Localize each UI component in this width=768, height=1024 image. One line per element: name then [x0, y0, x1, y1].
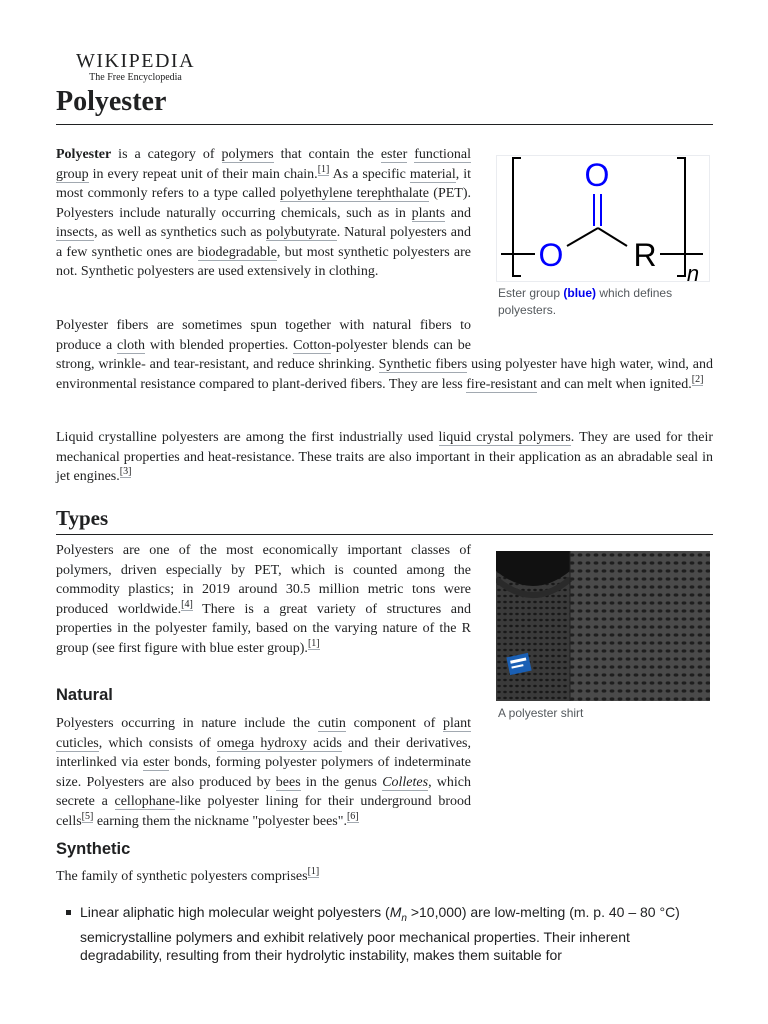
wiki-link[interactable]: cellophane: [114, 794, 176, 809]
wiki-link[interactable]: Colletes: [382, 774, 429, 790]
atom-r: R: [633, 237, 657, 273]
wiki-link[interactable]: cutin: [317, 716, 346, 731]
citation[interactable]: [181, 599, 193, 611]
wiki-link[interactable]: Synthetic fibers: [378, 357, 468, 372]
bond-c-r: [598, 228, 627, 246]
section-heading-synthetic: Synthetic: [56, 840, 131, 858]
wiki-link[interactable]: liquid crystal polymers: [438, 430, 571, 445]
intro-paragraph-2: Polyester fibers are sometimes spun together with natural fibers to produce a cloth with blended properties. Cotton-polyester blends can be strong, wrinkle- and tear-resistant, and reduce shrinking. Synthetic fibers using polyester have high water, wind, and environmental resistance compared to plant-derived fibers. They are less fire-resistant and can melt when ignited.[2]: [56, 318, 713, 392]
wiki-link[interactable]: material: [409, 166, 456, 182]
right-bracket: [677, 158, 685, 276]
citation-link[interactable]: [3]: [119, 466, 132, 478]
citation-link[interactable]: [6]: [346, 810, 359, 822]
citation[interactable]: [308, 866, 320, 878]
caption-highlight: (blue): [563, 286, 597, 300]
atom-o-left: O: [538, 237, 564, 273]
subscript: n: [401, 912, 407, 924]
subscript-n: n: [686, 261, 700, 281]
citation-link[interactable]: [5]: [81, 810, 94, 822]
atom-o-top: O: [584, 157, 610, 193]
intro-paragraph-3: Liquid crystalline polyesters are among the first industrially used liquid crystal polymers. They are used for their mechanical properties and heat-resistance. These traits are also important in their application as an abradable seal in jet engines.[3]: [56, 430, 713, 484]
citation-link[interactable]: [1]: [307, 637, 320, 649]
wiki-link[interactable]: ester: [380, 147, 408, 162]
types-paragraph: Polyesters are one of the most economically important classes of polymers, driven especially by PET, which is counted among the commodity plastics; in 2019 around 30.5 million metric tons were produced worldwide.[4] There is a great variety of structures and properties in the polyester family, based on the varying nature of the R group (see first figure with blue ester group).[1]: [56, 543, 471, 656]
citation[interactable]: [82, 811, 94, 823]
citation[interactable]: [120, 466, 132, 478]
wiki-link[interactable]: cloth: [117, 337, 146, 353]
citation-link[interactable]: [2]: [691, 373, 704, 385]
wiki-link[interactable]: fire-resistant: [466, 376, 538, 392]
wiki-link[interactable]: Cotton: [293, 337, 332, 353]
citation[interactable]: [308, 638, 320, 650]
title-divider: [56, 124, 713, 125]
polyester-shirt-image[interactable]: [496, 551, 710, 701]
caption-text: which defines polyesters.: [498, 286, 673, 317]
wiki-link[interactable]: omega hydroxy acids: [216, 735, 342, 751]
section-heading-natural: Natural: [56, 686, 113, 704]
list-item: Linear aliphatic high molecular weight polyesters $(M_n >10,000)$ are low-melting (m. p. 40 – 80 °C) semicrystalline polymers and exhibit relatively poor mechanical properties. Their inherent degradability, resulting from their hydrolytic instability, makes them suitable for: [80, 903, 702, 964]
intro-paragraph-1: Polyester is a category of polymers that contain the ester functional group in every repeat unit of their main chain.[1] As a specific material, it most commonly refers to a type called polyethylene terephthalate (PET). Polyesters include naturally occurring chemicals, such as in plants and insects, as well as synthetics such as polybutyrate. Natural polyesters and a few synthetic ones are biodegradable, but most synthetic polyesters are not. Synthetic polyesters are used extensively in clothing.: [56, 147, 472, 279]
left-bracket: [513, 158, 521, 276]
shirt-photo: [496, 551, 710, 701]
italic-text: M: [389, 904, 402, 920]
ester-group-figure[interactable]: [496, 155, 710, 282]
synthetic-intro: The family of synthetic polyesters comprises[1]: [56, 866, 320, 884]
wikipedia-logo[interactable]: [76, 50, 195, 84]
wiki-link[interactable]: ester: [142, 755, 170, 770]
wiki-link[interactable]: insects: [56, 225, 95, 240]
synthetic-list: [62, 903, 702, 964]
shirt-figure-caption: A polyester shirt: [498, 706, 584, 720]
natural-paragraph: Polyesters occurring in nature include the cutin component of plant cuticles, which consists of omega hydroxy acids and their derivatives, interlinked via ester bonds, forming polyester polymers of indeterminate size. Polyesters are also produced by bees in the genus Colletes, which secrete a cellophane-like polyester lining for their underground brood cells[5] earning them the nickname "polyester bees".[6]: [56, 716, 472, 829]
citation[interactable]: [347, 811, 359, 823]
wiki-link[interactable]: polyethylene terephthalate: [279, 186, 429, 201]
caption-text: Ester group: [498, 286, 564, 300]
wiki-link[interactable]: bees: [275, 774, 301, 790]
citation-link[interactable]: [4]: [181, 598, 193, 610]
logo-tagline: The Free Encyclopedia: [89, 72, 182, 83]
citation[interactable]: [692, 374, 704, 386]
bold-term: Polyester: [56, 147, 112, 162]
wiki-link[interactable]: polybutyrate: [265, 225, 337, 240]
wiki-link[interactable]: plants: [411, 205, 446, 221]
types-divider: [56, 534, 713, 535]
citation[interactable]: [318, 164, 330, 176]
bond-o-c: [567, 228, 598, 246]
ester-structure-diagram: [497, 156, 709, 281]
citation-link[interactable]: [1]: [317, 163, 330, 175]
section-heading-types: Types: [56, 506, 109, 530]
page-title: Polyester: [56, 86, 167, 117]
ester-figure-caption: [498, 285, 710, 319]
wiki-link[interactable]: polymers: [221, 147, 274, 162]
wiki-link[interactable]: biodegradable: [197, 244, 277, 260]
citation-link[interactable]: [1]: [307, 866, 320, 878]
wiki-link[interactable]: functional group: [56, 147, 472, 182]
logo-wordmark: WIKIPEDIA: [76, 50, 196, 72]
wiki-link[interactable]: plant cuticles: [56, 716, 471, 751]
